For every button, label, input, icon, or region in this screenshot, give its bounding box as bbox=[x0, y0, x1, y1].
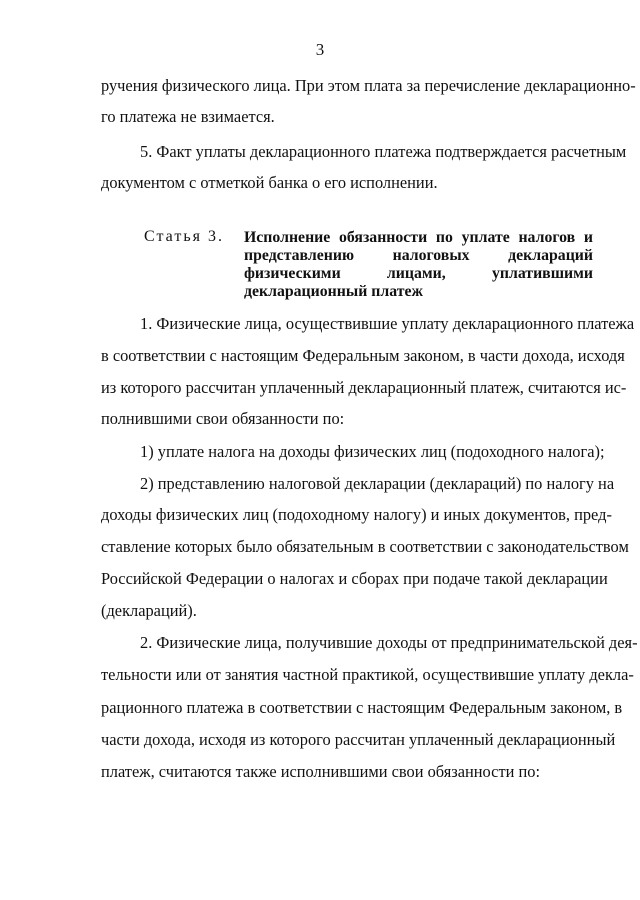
article-label: Статья 3. bbox=[144, 228, 224, 245]
p1-item-2-line-2: доходы физических лиц (подоходному налогу) и иных документов, пред- bbox=[101, 505, 612, 524]
p1-item-2-line-5: (деклараций). bbox=[101, 601, 197, 620]
p2-line-5: платеж, считаются также исполнившими свои обязанности по: bbox=[101, 762, 540, 781]
p2-line-3: рационного платежа в соответствии с настоящим Федеральным законом, в bbox=[101, 698, 623, 717]
p2-line-1: 2. Физические лица, получившие доходы от предпринимательской дея- bbox=[140, 633, 638, 652]
p1-item-2-line-4: Российской Федерации о налогах и сборах при подаче такой декларации bbox=[101, 569, 608, 588]
p1-item-2-line-1: 2) представлению налоговой декларации (деклараций) по налогу на bbox=[140, 474, 615, 493]
p1-line-4: полнившими свои обязанности по: bbox=[101, 409, 345, 428]
item-5-line-1: 5. Факт уплаты декларационного платежа подтверждается расчетным bbox=[140, 142, 627, 161]
item-5-line-2: документом с отметкой банка о его исполнении. bbox=[101, 173, 438, 192]
p2-line-2: тельности или от занятия частной практикой, осуществившие уплату декла- bbox=[101, 665, 634, 684]
paragraph-tail-line-1: ручения физического лица. При этом плата за перечисление декларационно- bbox=[101, 76, 636, 95]
p1-item-2-line-3: ставление которых было обязательным в соответствии с законодательством bbox=[101, 537, 629, 556]
page-number: 3 bbox=[315, 40, 325, 59]
p2-line-4: части дохода, исходя из которого рассчитан уплаченный декларационный bbox=[101, 730, 616, 749]
p1-line-1: 1. Физические лица, осуществившие уплату декларационного платежа bbox=[140, 314, 635, 333]
p1-line-3: из которого рассчитан уплаченный декларационный платеж, считаются ис- bbox=[101, 378, 627, 397]
p1-line-2: в соответствии с настоящим Федеральным законом, в части дохода, исходя bbox=[101, 346, 625, 365]
paragraph-tail-line-2: го платежа не взимается. bbox=[101, 107, 275, 126]
article-heading-line-4: декларационный платеж bbox=[244, 283, 423, 300]
p1-item-1: 1) уплате налога на доходы физических лиц (подоходного налога); bbox=[140, 442, 605, 461]
article-heading-line-2: представлению налоговых деклараций bbox=[244, 247, 593, 264]
article-heading-line-1: Исполнение обязанности по уплате налогов и bbox=[244, 229, 593, 246]
article-heading-line-3: физическими лицами, уплатившими bbox=[244, 265, 593, 282]
